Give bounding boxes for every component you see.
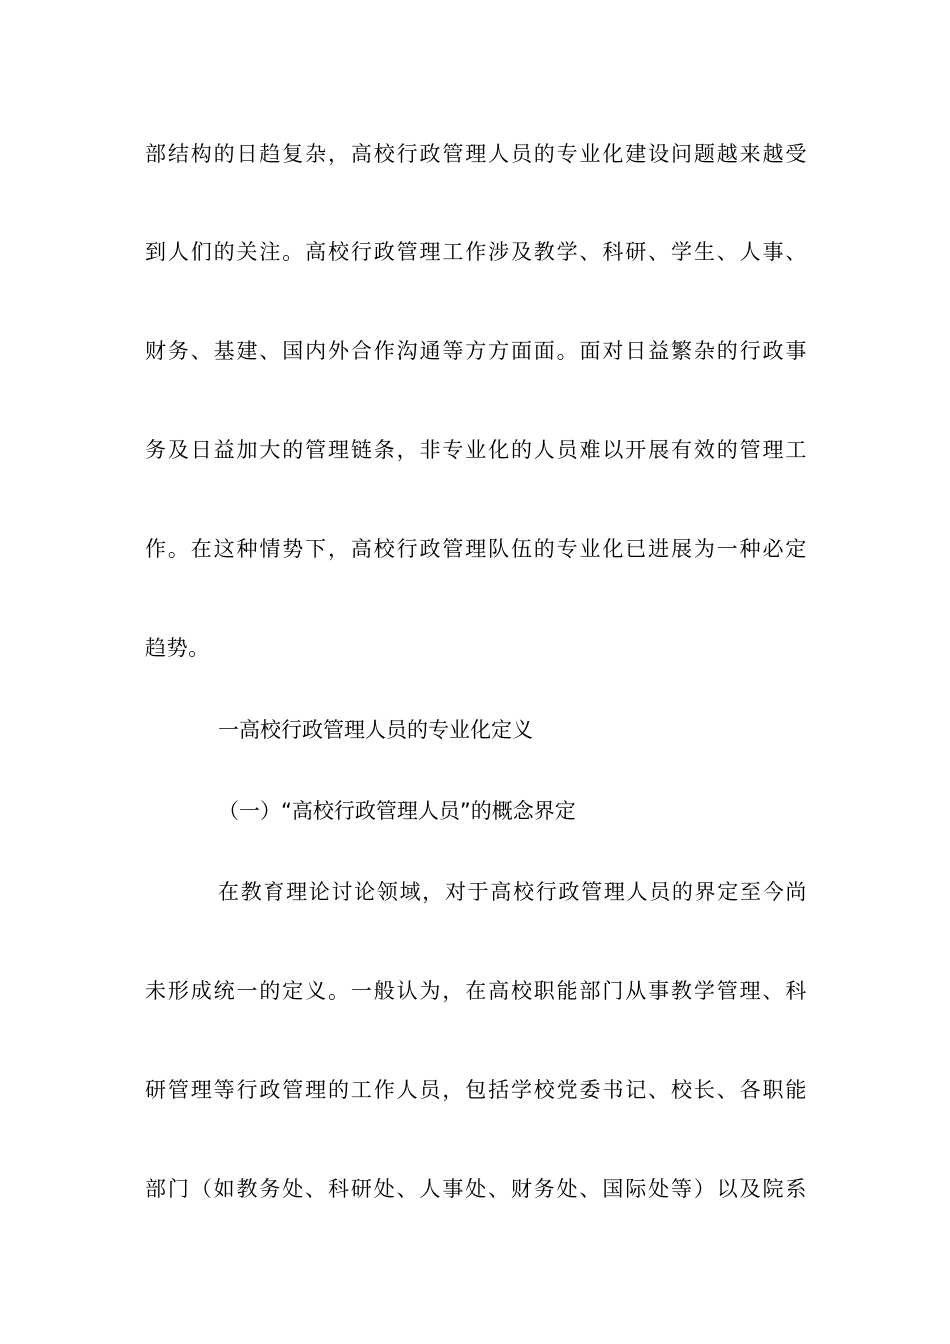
subsection-heading: （一）“高校行政管理人员”的概念界定 [218,799,576,823]
paragraph-line: 在教育理论讨论领域，对于高校行政管理人员的界定至今尚 [218,880,807,904]
paragraph-line: 财务、基建、国内外合作沟通等方方面面。面对日益繁杂的行政事 [145,339,807,363]
paragraph-line: 作。在这种情势下，高校行政管理队伍的专业化已进展为一种必定 [145,537,807,561]
section-heading: 一高校行政管理人员的专业化定义 [218,718,533,742]
paragraph-line: 部门（如教务处、科研处、人事处、财务处、国际处等）以及院系 [145,1177,807,1201]
paragraph-line: 研管理等行政管理的工作人员，包括学校党委书记、校长、各职能 [145,1078,807,1102]
paragraph-line: 趋势。 [145,636,210,660]
paragraph-line: 到人们的关注。高校行政管理工作涉及教学、科研、学生、人事、 [145,240,807,264]
paragraph-line: 务及日益加大的管理链条，非专业化的人员难以开展有效的管理工 [145,438,807,462]
paragraph-line: 未形成统一的定义。一般认为，在高校职能部门从事教学管理、科 [145,979,807,1003]
paragraph-line: 部结构的日趋复杂，高校行政管理人员的专业化建设问题越来越受 [145,142,807,166]
